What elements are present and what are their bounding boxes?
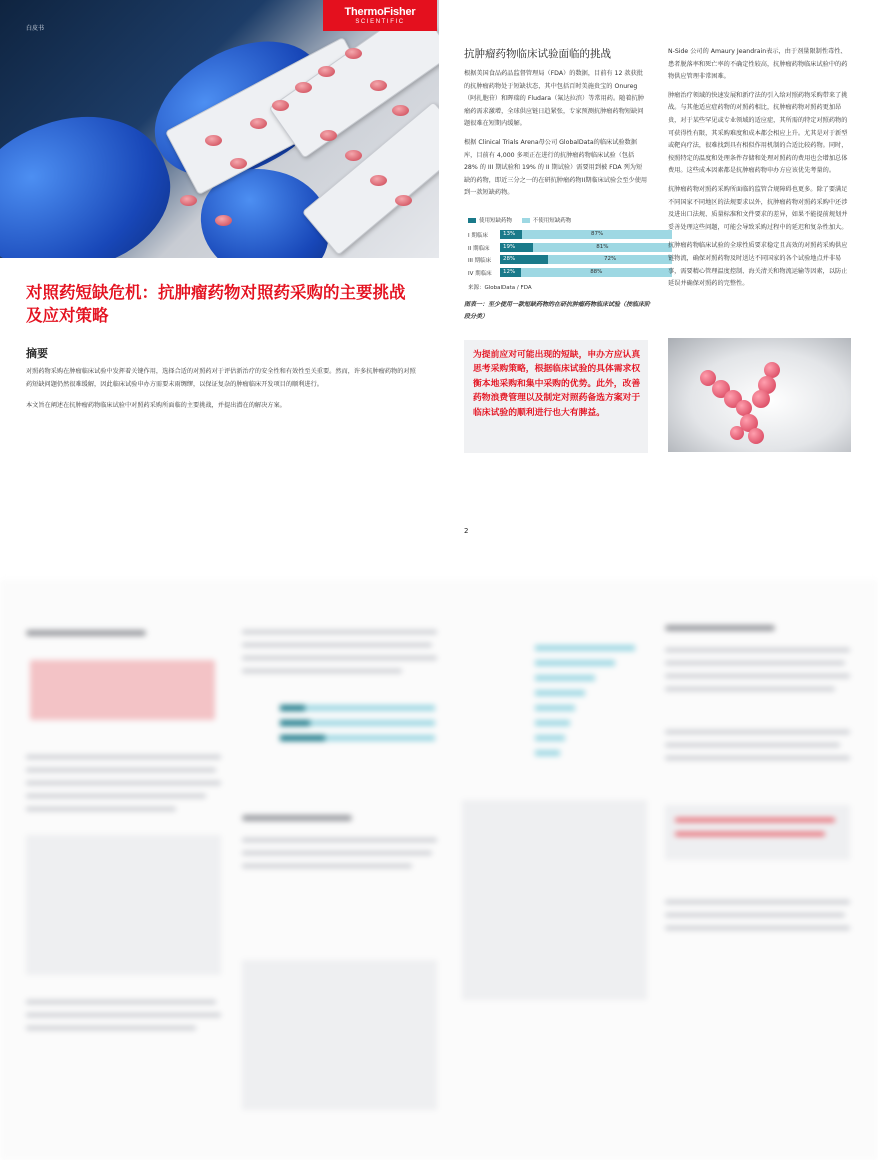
chart-category-label: III 期临床	[468, 258, 492, 264]
antibody-bead	[752, 390, 770, 408]
chart-bar-track	[500, 268, 672, 277]
paragraph: N-Side 公司的 Amaury Jeandrain表示，由于剂量限制性毒性、患者脱落率和死亡率的不确定性较高，抗肿瘤药物临床试验中的药物供应管理非常困难。	[668, 48, 848, 81]
antibody-bead	[748, 428, 764, 444]
blurred-line	[665, 648, 850, 652]
blurred-line	[665, 687, 835, 691]
blurred-line	[665, 756, 850, 760]
chart-bar-track	[500, 243, 672, 252]
pill	[320, 130, 337, 141]
legend-swatch-used	[468, 218, 476, 223]
pill	[345, 150, 362, 161]
chart-legend	[468, 216, 571, 224]
bar-not-used-shortage	[522, 230, 672, 239]
blurred-callout	[30, 660, 215, 720]
corner-label: 白皮书	[26, 25, 45, 32]
blurred-line	[26, 1026, 196, 1030]
bar-value-label: 87%	[591, 231, 604, 237]
callout-box	[464, 340, 648, 453]
blurred-bar	[535, 750, 560, 756]
blurred-bar	[535, 720, 570, 726]
bar-value-label: 28%	[503, 256, 516, 262]
blurred-photo	[26, 835, 221, 975]
chart-category-label: IV 期临床	[468, 270, 492, 277]
abstract-heading: 摘要	[26, 347, 48, 360]
blurred-bar	[280, 720, 310, 726]
blurred-text-box	[462, 800, 647, 1000]
pill	[230, 158, 247, 169]
bar-not-used-shortage	[521, 268, 672, 277]
blurred-line	[665, 730, 850, 734]
blurred-bar	[305, 705, 435, 711]
blurred-bar	[325, 735, 435, 741]
pill	[180, 195, 197, 206]
legend-label-used: 使用短缺药物	[479, 218, 513, 224]
blurred-line	[26, 781, 221, 785]
pill	[215, 215, 232, 226]
blurred-line	[26, 768, 216, 772]
callout-text: 为提前应对可能出现的短缺，申办方应认真思考采购策略，根据临床试验的具体需求权衡本地采购和集中采购的优势。此外，改善药物浪费管理以及制定对照药备选方案对于临床试验的顺利进行也大有脾益。	[473, 350, 641, 418]
hero-photo	[0, 0, 439, 258]
abstract-paragraph-2: 本文旨在阐述在抗肿瘤药物临床试验中对照药采购所面临的主要挑战，并提出潜在的解决方案。	[26, 402, 286, 409]
blurred-line	[26, 794, 206, 798]
paragraph: 根据 Clinical Trials Arena母公司 GlobalData的临床试验数据库，目前有 4,000 多项正在进行的抗肿瘤药物临床试验（包括 28% 的 III 期试验和 19% 的 II 期试验）需要用到被 FDA 列为短缺的药物，即近三分之一的在研抗肿瘤药物II期临床试验会至少使用到一款短缺药物。	[464, 138, 648, 197]
blurred-bar	[280, 735, 325, 741]
blurred-line	[665, 674, 850, 678]
blurred-line	[26, 1000, 216, 1004]
pill	[370, 80, 387, 91]
blurred-bar	[535, 705, 575, 711]
page-1	[0, 0, 439, 580]
blurred-line	[242, 630, 437, 634]
antibody-bead	[730, 426, 744, 440]
chart-bar-track	[500, 230, 672, 239]
pill	[392, 105, 409, 116]
legend-swatch-unused	[522, 218, 530, 223]
bar-value-label: 72%	[603, 256, 617, 262]
column-right	[668, 46, 852, 297]
blurred-bar	[535, 660, 615, 666]
blurred-line	[665, 900, 850, 904]
pill	[395, 195, 412, 206]
logo-line1: ThermoFisher	[344, 6, 416, 18]
pill	[370, 175, 387, 186]
thermofisher-logo	[323, 0, 437, 31]
blurred-line	[675, 818, 835, 822]
paragraph: 抗肿瘤药物对照药采购所面临的监管合规障碍也更多。除了要满足不同国家不同地区的法规要求以外，抗肿瘤药物对照药采购中还涉及进出口法规、质量标准和文件要求的差异，如果不能提前规划并妥善处理这些问题，可能会导致采购过程中的延迟和复杂性加大。	[668, 185, 848, 231]
bar-value-label: 81%	[596, 243, 609, 250]
blurred-line	[665, 926, 850, 930]
paragraph: 根据美国食品药品监督管理局（FDA）的数据，目前有 12 款获批的抗肿瘤药物处于短缺状态，其中包括百时美施贵宝的 Onureg（阿扎胞苷）和晖瑞的 Fludara（氟达拉滨）等常用药。随着抗肿瘤药需求激增，全球供应链日趋紧张，专家预测抗肿瘤药物短缺问题很难在短期内缓解。	[464, 70, 644, 128]
bar-value-label: 19%	[503, 243, 516, 250]
blurred-bar	[535, 690, 585, 696]
chart-bar-track	[500, 255, 672, 264]
blurred-line	[242, 669, 402, 673]
bar-used-shortage	[500, 243, 533, 252]
blurred-line	[242, 838, 437, 842]
pill	[272, 100, 289, 111]
blurred-heading	[665, 625, 775, 631]
bar-used-shortage	[500, 268, 521, 277]
paragraph: 抗肿瘤药物临床试验的全球性质要求稳定且高效的对照药采购供应链物流，确保对照药物及时送达不同国家的各个试验地点并非易事，需要精心管理温度控制、海关清关和物流运输等因素，以防止延误并确保对照药的完整性。	[668, 242, 848, 288]
bar-value-label: 12%	[503, 268, 516, 275]
pill	[205, 135, 222, 146]
section-heading: 抗肿瘤药物临床试验面临的挑战	[464, 48, 611, 60]
bar-used-shortage	[500, 255, 548, 264]
paragraph: 肿瘤治疗领域的快速发展和新疗法的引入给对照药物采购带来了挑战。与其他适应症药物的对照药相比，抗肿瘤药物对照药更加昂贵，对于某些罕见或专业领域的适应症，其所需的特定对照药物的可获得性有限，其采购难度和成本都会相应上升。尤其是对于新型或靶向疗法，很难找到具有相似作用机制的合适比较药物。同时，按照特定的温度和处理条件存储和处理对照药的费用也会增加总体费用。这些成本因素都是抗肿瘤药物申办方应该优先考量的。	[668, 91, 848, 175]
blurred-heading	[242, 815, 352, 821]
blurred-line	[26, 1013, 221, 1017]
blurred-bar	[310, 720, 435, 726]
document-title: 对照药短缺危机：抗肿瘤药物对照药采购的主要挑战及应对策略	[26, 283, 406, 325]
blurred-line	[242, 864, 412, 868]
blurred-bar	[535, 645, 635, 651]
blurred-line	[26, 755, 221, 759]
bar-not-used-shortage	[533, 243, 672, 252]
legend-label-unused: 不使用短缺药物	[532, 218, 572, 224]
bar-value-label: 13%	[503, 231, 516, 237]
bar-value-label: 88%	[590, 268, 603, 275]
blurred-line	[26, 807, 176, 811]
blurred-next-pages	[0, 580, 878, 1160]
blurred-diagram	[242, 960, 437, 1110]
antibody-image	[668, 338, 851, 452]
column-left	[464, 68, 648, 206]
bar-not-used-shortage	[548, 255, 672, 264]
bar-used-shortage	[500, 230, 522, 239]
figure-caption: 图表一：至少使用一款短缺药物的在研抗肿瘤药物临床试验（按临床阶段分类）	[464, 301, 651, 320]
blurred-bar	[280, 705, 305, 711]
pill	[345, 48, 362, 59]
pill	[250, 118, 267, 129]
blurred-line	[665, 661, 845, 665]
pill	[295, 82, 312, 93]
pill	[318, 66, 335, 77]
blurred-line	[242, 643, 432, 647]
blurred-line	[665, 743, 840, 747]
blurred-line	[665, 913, 845, 917]
chart-source: 来源：GlobalData / FDA	[468, 285, 532, 291]
blurred-bar	[535, 735, 565, 741]
blurred-heading	[26, 630, 146, 636]
abstract-paragraph-1: 对照药物采购在肿瘤临床试验中发挥着关键作用，选择合适的对照药对于评估新治疗的安全性和有效性至关重要。然而，许多抗肿瘤药物的对照药短缺问题仍然很难缓解，因此临床试验申办方需要未雨绸缪，以保证复杂的肿瘤临床开发项目的顺利进行。	[26, 368, 416, 388]
blurred-line	[675, 832, 825, 836]
logo-line2: SCIENTIFIC	[355, 19, 405, 25]
page-number: 2	[464, 527, 469, 535]
blurred-line	[242, 656, 437, 660]
blurred-bar	[535, 675, 595, 681]
chart-category-label: I 期临床	[468, 233, 488, 239]
chart-category-label: II 期临床	[468, 245, 490, 252]
blurred-line	[242, 851, 432, 855]
